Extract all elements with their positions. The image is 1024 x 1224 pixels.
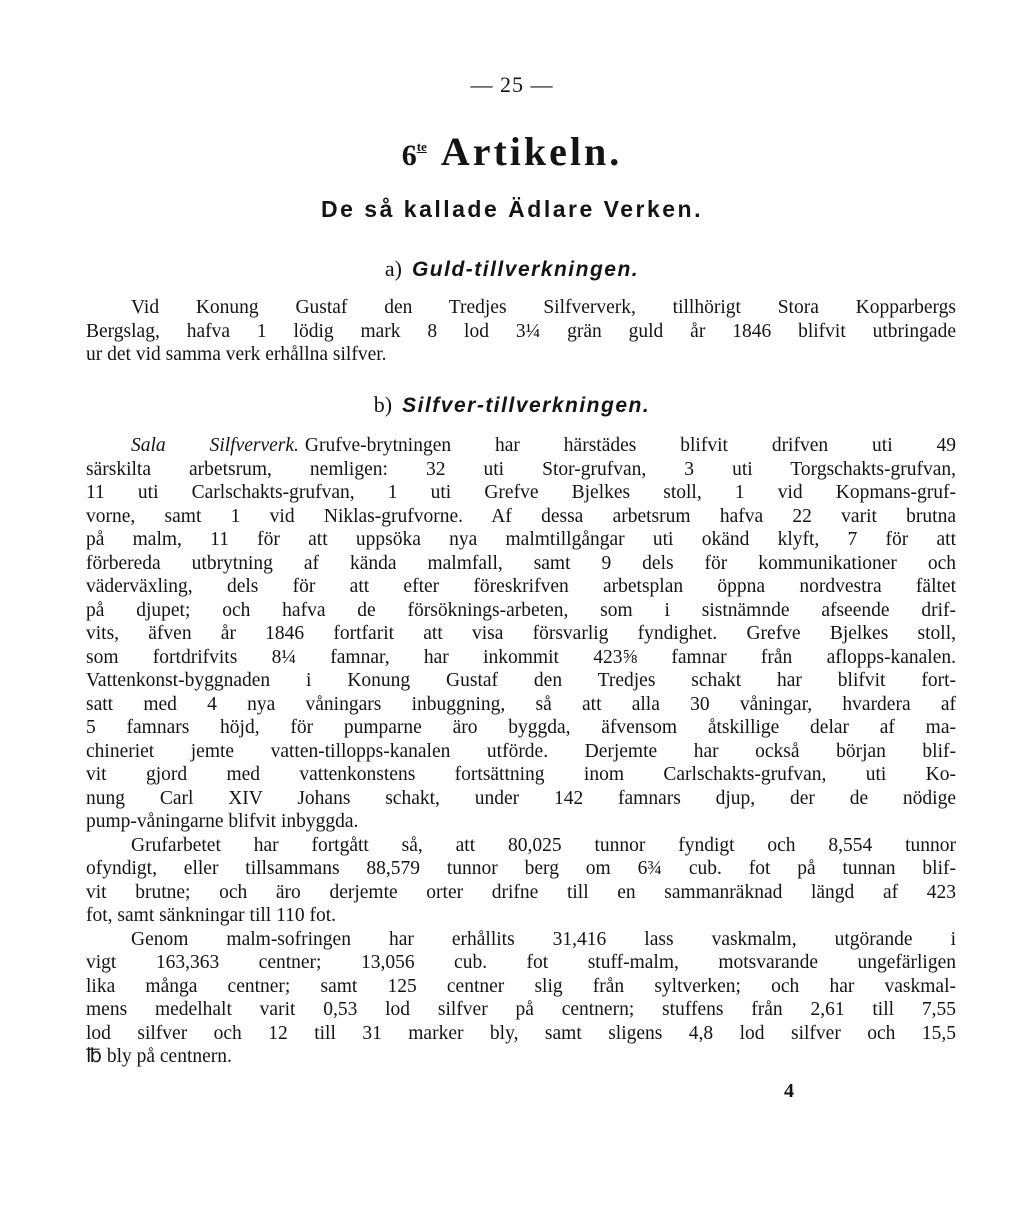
text-line: ofyndigt, eller tillsammans 88,579 tunnor berg om 6¾ cub. fot på tunnan blif- xyxy=(86,858,956,879)
article-word: Artikeln. xyxy=(440,129,623,174)
text-line: Grufarbetet har fortgått så, att 80,025 tunnor fyndigt och 8,554 tunnor xyxy=(131,834,956,856)
subheading-silver-text: Silfver-tillverkningen. xyxy=(402,394,651,417)
silver-paragraphs xyxy=(86,434,956,1069)
text-line: Bergslag, hafva 1 lödig mark 8 lod 3¼ grän guld år 1846 blifvit utbringade xyxy=(86,320,956,342)
text-line: lod silfver och 12 till 31 marker bly, samt sligens 4,8 lod silfver och 15,5 xyxy=(86,1022,956,1044)
subheading-gold-label: a) xyxy=(384,256,402,281)
text-line: Genom malm-sofringen har erhållits 31,416 lass vaskmalm, utgörande i xyxy=(131,928,956,950)
subheading-gold-text: Guld-tillverkningen. xyxy=(411,258,640,281)
text-line: 5 famnars höjd, för pumparne äro byggda, äfvensom åtskillige delar af ma- xyxy=(86,717,956,738)
text-line: vigt 163,363 centner; 13,056 cub. fot stuff-malm, motsvarande ungefärligen xyxy=(86,952,956,973)
text-line: 11 uti Carlschakts-grufvan, 1 uti Grefve Bjelkes stoll, 1 vid Kopmans-gruf- xyxy=(86,482,956,503)
text-line: vits, äfven år 1846 fortfarit att visa försvarlig fyndighet. Grefve Bjelkes stoll, xyxy=(86,623,956,644)
subheading-gold xyxy=(0,256,1024,282)
article-heading xyxy=(0,128,1024,175)
text-line xyxy=(86,434,956,458)
article-ordinal-suffix: te xyxy=(416,139,427,154)
text-line: på malm, 11 för att uppsöka nya malmtillgångar uti okänd klyft, 7 för att xyxy=(86,529,956,550)
text-line: fot, samt sänkningar till 110 fot. xyxy=(86,905,337,926)
text-line: chineriet jemte vatten-tillopps-kanalen utförde. Derjemte har också början blif- xyxy=(86,740,956,762)
text-line: Vattenkonst-byggnaden i Konung Gustaf den Tredjes schakt har blifvit fort- xyxy=(86,670,956,691)
page-number: — 25 — xyxy=(470,72,554,97)
text-line: vit gjord med vattenkonstens fortsättning inom Carlschakts-grufvan, uti Ko- xyxy=(86,764,956,785)
text-line: nung Carl XIV Johans schakt, under 142 famnars djup, der de nödige xyxy=(86,787,956,809)
catchword: 4 xyxy=(784,1080,794,1102)
article-ordinal-number: 6 xyxy=(401,139,417,172)
text-line: förbereda utbrytning af kända malmfall, samt 9 dels för kommunikationer och xyxy=(86,552,956,574)
text-line: på djupet; och hafva de försöknings-arbeten, som i sistnämnde afseende drif- xyxy=(86,599,956,621)
text-line: ℔ bly på centnern. xyxy=(86,1046,232,1067)
gold-paragraph xyxy=(86,296,956,367)
text-line: lika många centner; samt 125 centner slig från syltverken; och har vaskmal- xyxy=(86,975,956,997)
article-ordinal xyxy=(402,139,427,172)
subheading-silver xyxy=(0,392,1024,418)
first-line-rest: Grufve-brytningen har härstädes blifvit drifven uti 49 xyxy=(304,435,957,456)
text-line: ur det vid samma verk erhållna silfver. xyxy=(86,344,387,365)
subheading-silver-label: b) xyxy=(373,392,393,417)
text-line: satt med 4 nya våningars inbuggning, så att alla 30 våningar, hvardera af xyxy=(86,693,956,715)
lead-italic: Sala Silfververk. xyxy=(131,435,299,456)
text-line: särskilta arbetsrum, nemligen: 32 uti Stor-grufvan, 3 uti Torgschakts-grufvan, xyxy=(86,458,956,480)
text-line: väderväxling, dels för att efter föreskrifven arbetsplan öppna nordvestra fältet xyxy=(86,576,956,597)
text-line: som fortdrifvits 8¼ famnar, har inkommit 423⅝ famnar från aflopps-kanalen. xyxy=(86,646,956,668)
text-line: mens medelhalt varit 0,53 lod silfver på centnern; stuffens från 2,61 till 7,55 xyxy=(86,999,956,1020)
text-line: vorne, samt 1 vid Niklas-grufvorne. Af dessa arbetsrum hafva 22 varit brutna xyxy=(86,505,956,527)
text-line: pump-våningarne blifvit inbyggda. xyxy=(86,811,359,832)
text-line: vit brutne; och äro derjemte orter drifne till en sammanräknad längd af 423 xyxy=(86,881,956,903)
section-title: De så kallade Ädlare Verken. xyxy=(321,196,703,222)
text-line: Vid Konung Gustaf den Tredjes Silfververk, tillhörigt Stora Kopparbergs xyxy=(131,297,956,318)
